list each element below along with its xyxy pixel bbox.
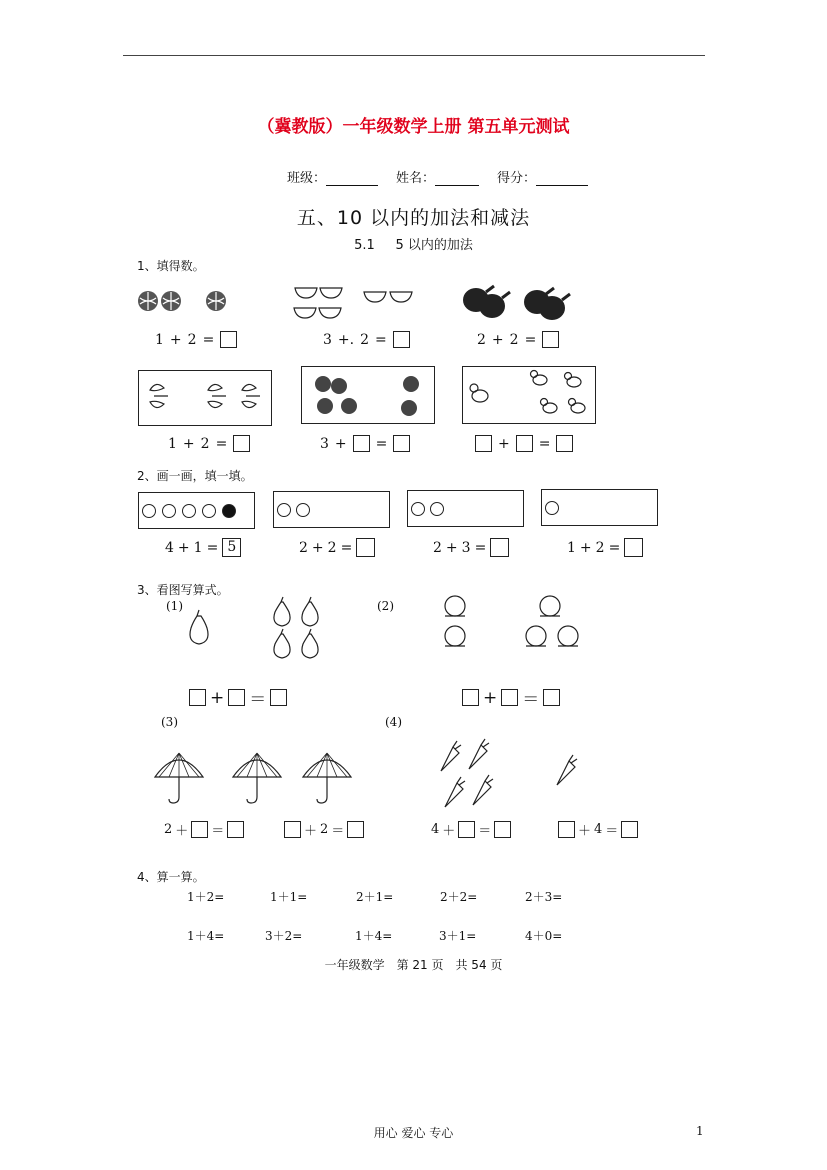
page-number: 1	[696, 1124, 704, 1138]
answer-box[interactable]	[458, 821, 475, 838]
calc-item[interactable]: 3＋1=	[439, 929, 477, 943]
carrot-icon	[437, 739, 587, 813]
empty-circle	[202, 504, 216, 518]
circle-frame-2[interactable]	[273, 491, 390, 528]
answer-box[interactable]	[516, 435, 533, 452]
q4-label: 4、算一算。	[137, 870, 205, 884]
peach-icon	[440, 594, 590, 656]
q3-eq-2: + ＝	[462, 685, 560, 710]
answer-box[interactable]	[494, 821, 511, 838]
empty-circle	[277, 503, 291, 517]
answer-box[interactable]	[227, 821, 244, 838]
answer-box[interactable]	[393, 331, 410, 348]
class-blank[interactable]	[326, 171, 378, 186]
answer-box[interactable]	[228, 689, 245, 706]
score-field: 得分：	[497, 167, 588, 186]
butterfly-icon	[138, 370, 272, 426]
q1-eq-6: + =	[475, 435, 573, 452]
calc-item[interactable]: 3＋2=	[265, 929, 303, 943]
q2-eq-1: 4 + 1 = 5	[165, 538, 241, 557]
answer-box[interactable]	[356, 538, 375, 557]
answer-box[interactable]	[347, 821, 364, 838]
calc-item[interactable]: 2＋3=	[525, 890, 563, 904]
answer-box[interactable]	[501, 689, 518, 706]
q3-eq-3: 2 ＋ ＝	[164, 820, 244, 839]
q3-label: 3、看图写算式。	[137, 583, 229, 597]
q1-eq-3: 2 + 2 =	[477, 331, 559, 348]
circle-frame-3[interactable]	[407, 490, 524, 527]
score-blank[interactable]	[536, 171, 588, 186]
answer-box[interactable]	[556, 435, 573, 452]
calc-item[interactable]: 1＋2=	[187, 890, 225, 904]
header-rule	[123, 55, 705, 56]
q3-eq-4: ＋ 2 ＝	[284, 820, 364, 839]
balls-icon	[137, 290, 237, 316]
answer-box[interactable]	[542, 331, 559, 348]
pear-icon	[185, 598, 325, 664]
answer-box[interactable]	[233, 435, 250, 452]
q2-label: 2、画一画，填一填。	[137, 469, 253, 483]
empty-circle	[430, 502, 444, 516]
flower-icon	[301, 366, 435, 424]
answer-box[interactable]	[191, 821, 208, 838]
q1-eq-4: 1 + 2 =	[168, 435, 250, 452]
calc-item[interactable]: 1＋4=	[355, 929, 393, 943]
empty-circle	[296, 503, 310, 517]
answer-box[interactable]	[490, 538, 509, 557]
empty-circle	[545, 501, 559, 515]
q2-eq-3: 2 + 3 =	[433, 538, 509, 557]
calc-item[interactable]: 2＋2=	[440, 890, 478, 904]
q3-eq-6: ＋ 4 ＝	[558, 820, 638, 839]
q3-eq-5: 4 ＋ ＝	[431, 820, 511, 839]
page-title: （冀教版）一年级数学上册 第五单元测试	[257, 117, 570, 137]
q1-eq-1: 1 + 2 =	[155, 331, 237, 348]
umbrella-icon	[153, 749, 358, 809]
q3-eq-1: + ＝	[189, 685, 287, 710]
chapter-title: 五、10 以内的加法和减法	[296, 207, 531, 229]
answer-box[interactable]	[624, 538, 643, 557]
circle-frame-1	[138, 492, 255, 529]
q1-eq-2: 3 +. 2 =	[323, 331, 410, 348]
answer-box[interactable]: 5	[222, 538, 241, 557]
q1-eq-5: 3 + =	[320, 435, 410, 452]
calc-item[interactable]: 2＋1=	[356, 890, 394, 904]
calc-item[interactable]: 1＋4=	[187, 929, 225, 943]
section-title: 5.1 5 以内的加法	[354, 238, 473, 253]
part-label-4: (4)	[385, 715, 402, 729]
q1-label: 1、填得数。	[137, 259, 205, 273]
answer-box[interactable]	[220, 331, 237, 348]
answer-box[interactable]	[558, 821, 575, 838]
answer-box[interactable]	[189, 689, 206, 706]
circle-frame-4[interactable]	[541, 489, 658, 526]
empty-circle	[162, 504, 176, 518]
q2-eq-2: 2 + 2 =	[299, 538, 375, 557]
q2-eq-4: 1 + 2 =	[567, 538, 643, 557]
answer-box[interactable]	[393, 435, 410, 452]
calc-item[interactable]: 4＋0=	[525, 929, 563, 943]
part-label-1: (1)	[166, 599, 183, 613]
name-blank[interactable]	[435, 171, 479, 186]
filled-circle	[222, 504, 236, 518]
answer-box[interactable]	[462, 689, 479, 706]
name-field: 姓名：	[396, 167, 479, 186]
empty-circle	[142, 504, 156, 518]
answer-box[interactable]	[270, 689, 287, 706]
chick-icon	[462, 366, 596, 424]
bowls-icon	[292, 282, 422, 326]
bottom-motto: 用心 爱心 专心	[373, 1126, 454, 1140]
answer-box[interactable]	[543, 689, 560, 706]
answer-box[interactable]	[284, 821, 301, 838]
empty-circle	[182, 504, 196, 518]
part-label-3: (3)	[161, 715, 178, 729]
page-footer: 一年级数学 第 21 页 共 54 页	[324, 958, 503, 972]
empty-circle	[411, 502, 425, 516]
answer-box[interactable]	[621, 821, 638, 838]
part-label-2: (2)	[377, 599, 394, 613]
calc-item[interactable]: 1＋1=	[270, 890, 308, 904]
class-field: 班级：	[287, 167, 378, 186]
answer-box[interactable]	[475, 435, 492, 452]
paddles-icon	[462, 286, 572, 328]
answer-box[interactable]	[353, 435, 370, 452]
